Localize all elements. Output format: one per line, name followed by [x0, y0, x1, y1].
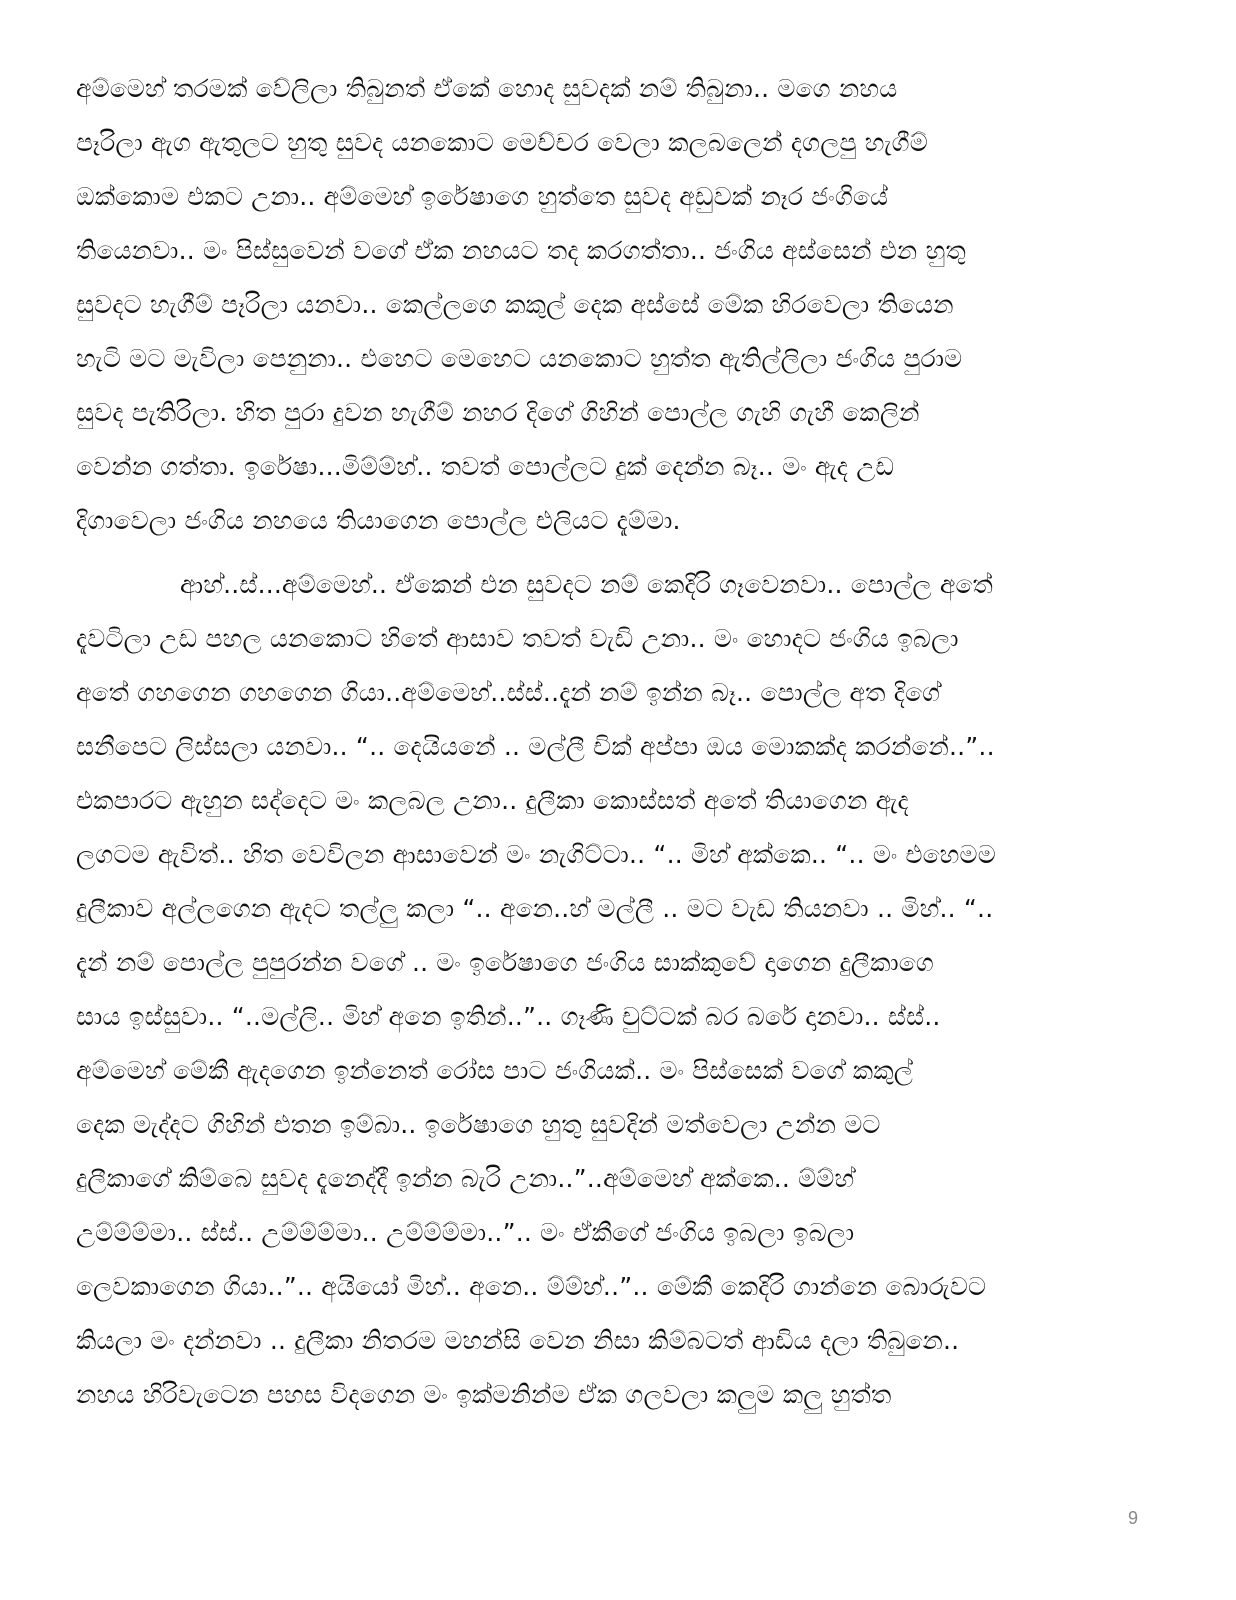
text-line: ලගටම ඇවිත්.. හිත වෙවිලන ආසාවෙන් මං නැගිට්ටා.. “.. මිහ් අක්කෙ.. “.. මං එහෙමම: [76, 840, 996, 869]
paragraph-spacer: [76, 548, 1162, 558]
text-line: තියෙනවා.. මං පිස්සුවෙන් වගේ ඒක නහයට තද කරගත්තා.. ජංගිය අස්සෙන් එන හුතු: [76, 236, 966, 265]
text-line: අතේ ගහගෙන ගහගෙන ගියා..අම්මෙහ්..ස්ස්..දැන් නම් ඉන්න බෑ.. පොල්ල අත දිගේ: [76, 678, 941, 707]
text-line: දිගාවෙලා ජංගිය නහයෙ තියාගෙන පොල්ල එලියට දැම්මා.: [76, 506, 681, 535]
text-line: ඔක්කොම එකට උනා.. අම්මෙහ් ඉරේෂාගෙ හුත්තෙ සුවද අඩුවක් නෑර ජංගියේ: [76, 182, 889, 211]
text-line: හැටි මට මැවිලා පෙනුනා.. එහෙට මෙහෙට යනකොට හුත්ත ඇතිල්ලිලා ජංගිය පුරාම: [76, 344, 963, 373]
paragraph-2: [76, 558, 1162, 1422]
text-line: නහය හිරිවැටෙන පහස විදගෙන මං ඉක්මනින්ම ඒක ගලවලා කලුම කලු හුත්ත: [76, 1380, 892, 1409]
text-line: පෑරිලා ඇග ඇතුලට හුතු සුවද යනකොට මෙච්චර වෙලා කලබලෙන් දගලපු හැගීම්: [76, 128, 928, 157]
text-line: උම්ම්ම්මා.. ස්ස්.. උම්ම්ම්මා.. උම්ම්ම්මා..”.. මං ඒකීගේ ජංගිය ඉබලා ඉබලා: [76, 1218, 855, 1247]
text-line: අම්මෙහ් මේකී ඇදගෙන ඉන්නෙත් රෝස පාට ජංගියක්.. මං පිස්සෙක් වගේ කකුල්: [76, 1056, 914, 1085]
paragraph-1: [76, 62, 1162, 548]
text-line: කියලා මං දන්නවා .. දුලීකා නිතරම මහන්සි වෙන නිසා කිම්බටත් ආඩිය දලා තිබුනෙ..: [76, 1326, 960, 1355]
text-line: සුවද පැතිරිලා. හිත පුරා දුවන හැගීම් නහර දිගේ ගිහින් පොල්ල ගැහි ගැහී කෙලින්: [76, 398, 920, 427]
text-line: වෙන්න ගත්තා. ඉරේෂා...මිම්ම්හ්.. තවත් පොල්ලට දුක් දෙන්න බෑ.. මං ඇද උඩ: [76, 452, 895, 481]
text-line: එකපාරට ඇහුන සද්දෙට මං කලබල උනා.. දුලීකා කොස්සත් අතේ තියාගෙන ඇද: [76, 786, 909, 815]
body-text: [76, 62, 1162, 1422]
text-line: ආහ්..ස්...අම්මෙහ්.. ඒකෙන් එන සුවදට නම් කෙදිරි ගෑවෙනවා.. පොල්ල අතේ: [180, 570, 993, 599]
text-line: සාය ඉස්සුවා.. “..මල්ලි.. මිහ් අනෙ ඉතින්..”.. ගෑණි චුට්ටක් බර බරේ දානවා.. ස්ස්..: [76, 1002, 941, 1031]
text-line: සනීපෙට ලිස්සලා යනවා.. “.. දෙයියනේ .. මල්ලී චික් අප්පා ඔය මොකක්ද කරන්නේ..”..: [76, 732, 995, 761]
text-line: දුලීකාගේ කිම්බෙ සුවද දැනෙද්දී ඉන්න බැරි උනා..”..අම්මෙහ් අක්කෙ.. ම්ම්හ්: [76, 1164, 855, 1193]
text-line: දැන් නම් පොල්ල පුපුරන්න වගේ .. මං ඉරේෂාගෙ ජංගිය සාක්කුවේ දාගෙන දුලීකාගෙ: [76, 948, 934, 977]
text-line: සුවදට හැගීම් පෑරිලා යනවා.. කෙල්ලගෙ කකුල් දෙක අස්සේ මේක හිරවෙලා තියෙන: [76, 290, 954, 319]
text-line: ලෙවකාගෙන ගියා..”.. අයියෝ මිහ්.. අනෙ.. ම්ම්හ්..”.. මේකී කෙදිරි ගාන්නෙ බොරුවට: [76, 1272, 987, 1301]
text-line: දෙක මැද්දට ගිහින් එතන ඉම්බා.. ඉරේෂාගෙ හුතු සුවදින් මත්වෙලා උන්න මට: [76, 1110, 881, 1139]
page-number: 9: [1127, 1508, 1138, 1528]
text-line: දැවටිලා උඩ පහල යනකොට හිතේ ආසාව තවත් වැඩි උනා.. මං හොදට ජංගිය ඉබලා: [76, 624, 959, 653]
text-line: අම්මෙහ් තරමක් වේලිලා තිබුනත් ඒකේ හොද සුවදක් නම් තිබුනා.. මගෙ නහය: [76, 74, 898, 103]
text-line: දුලීකාව අල්ලගෙන ඇදට තල්ලු කලා “.. අනෙ..හ් මල්ලී .. මට වැඩ තියනවා .. මිහ්.. “..: [76, 894, 994, 923]
